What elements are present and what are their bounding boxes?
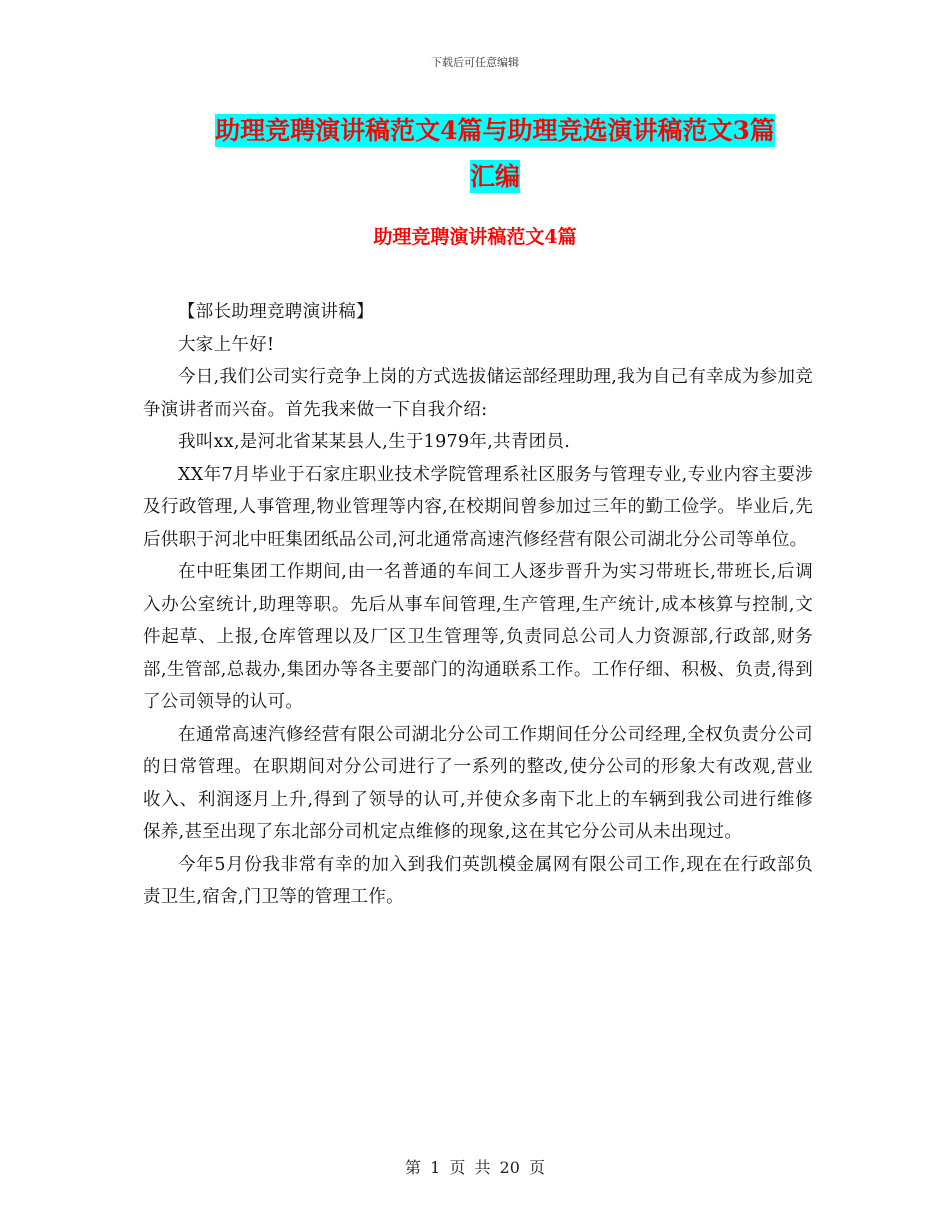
document-title: [150, 108, 840, 200]
document-title-line2: 汇编: [469, 162, 520, 191]
paragraph: 大家上午好!: [178, 334, 275, 355]
paragraph: XX年7月毕业于石家庄职业技术学院管理系社区服务与管理专业,专业内容主要涉及行政管理,人事管理,物业管理等内容,在校期间曾参加过三年的勤工俭学。毕业后,先后供职于河北中旺集团纸品公司,河北通常高速汽修经营有限公司湖北分公司等单位。: [143, 464, 813, 550]
page-footer: 第 1 页 共 20 页: [405, 1158, 545, 1177]
paragraph: 今日,我们公司实行竞争上岗的方式选拔储运部经理助理,我为自己有幸成为参加竞争演讲者而兴奋。首先我来做一下自我介绍:: [143, 367, 813, 420]
document-title-line1: 助理竞聘演讲稿范文4篇与助理竞选演讲稿范文3篇: [215, 116, 775, 145]
paragraph: 我叫xx,是河北省某某县人,生于1979年,共青团员.: [178, 432, 571, 452]
document-body: [143, 296, 813, 914]
paragraph: 在通常高速汽修经营有限公司湖北分公司工作期间任分公司经理,全权负责分公司的日常管理。在职期间对分公司进行了一系列的整改,使分公司的形象大有改观,营业收入、利润逐月上升,得到了领导的认可,并使众多南下北上的车辆到我公司进行维修保养,甚至出现了东北部分司机定点维修的现象,这在其它分公司从未出现过。: [143, 724, 813, 842]
paragraph: 今年5月份我非常有幸的加入到我们英凯模金属网有限公司工作,现在在行政部负责卫生,宿舍,门卫等的管理工作。: [143, 854, 813, 907]
section-title: 助理竞聘演讲稿范文4篇: [373, 226, 577, 248]
header-note: 下载后可任意编辑: [431, 56, 519, 69]
paragraph: 在中旺集团工作期间,由一名普通的车间工人逐步晋升为实习带班长,带班长,后调入办公室统计,助理等职。先后从事车间管理,生产管理,生产统计,成本核算与控制,文件起草、上报,仓库管理以及厂区卫生管理等,负责同总公司人力资源部,行政部,财务部,生管部,总裁办,集团办等各主要部门的沟通联系工作。工作仔细、积极、负责,得到了公司领导的认可。: [143, 562, 813, 712]
paragraph: 【部长助理竞聘演讲稿】: [178, 302, 374, 322]
